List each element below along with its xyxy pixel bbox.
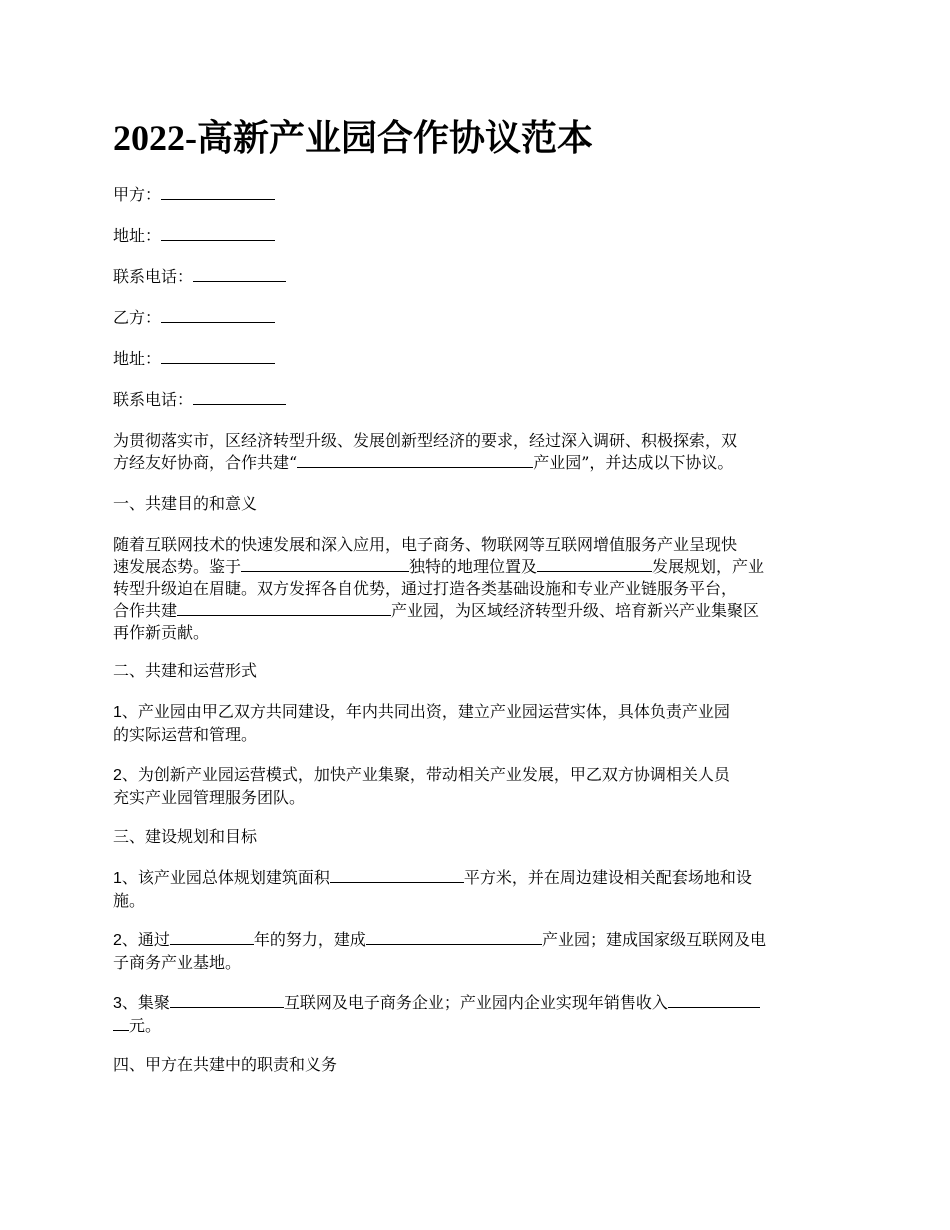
party-a-label: 甲方： [113, 185, 162, 204]
park-name-blank-2 [177, 600, 391, 616]
intro-line-1: 为贯彻落实市，区经济转型升级、发展创新型经济的要求，经过深入调研、积极探索，双 [113, 431, 738, 450]
section-3-item-1: 1、该产业园总体规划建筑面积 平方米，并在周边建设相关配套场地和设 施。 [113, 868, 752, 910]
section-2-heading: 二、共建和运营形式 [113, 661, 258, 680]
party-b-phone-blank [193, 389, 286, 405]
plan-blank [537, 556, 652, 572]
party-a-address-label: 地址： [113, 226, 162, 245]
party-a-phone-blank [193, 266, 286, 282]
section-3-item-2: 2、通过 年的努力，建成 产业园；建成国家级互联网及电 子商务产业基地。 [113, 930, 766, 972]
party-b-line [113, 307, 275, 329]
party-a-line [113, 184, 275, 206]
party-a-phone-line [113, 266, 286, 288]
section-3-heading: 三、建设规划和目标 [113, 827, 258, 846]
party-a-blank [161, 184, 275, 200]
document-title: 2022-高新产业园合作协议范本 [113, 118, 593, 158]
party-b-address-line [113, 348, 275, 370]
section-2-item-1: 1、产业园由甲乙双方共同建设，年内共同出资，建立产业园运营实体，具体负责产业园 的实际运营和管理。 [113, 702, 730, 744]
section-4-heading: 四、甲方在共建中的职责和义务 [113, 1055, 338, 1074]
enterprise-count-blank [170, 992, 284, 1008]
section-1-paragraph: 随着互联网技术的快速发展和深入应用，电子商务、物联网等互联网增值服务产业呈现快 速发展态势。鉴于 独特的地理位置及 发展规划，产业 转型升级迫在眉睫。双方发挥各自优势，通过打造各类基础设施和专业产业链服务平台， 合作共建 产业园，为区域经济转型升级、培育新兴产业集聚区 再作新贡献。 [113, 535, 765, 642]
park-name-blank [297, 452, 533, 468]
party-b-phone-label: 联系电话： [113, 390, 194, 409]
years-blank [170, 929, 254, 945]
area-blank [330, 867, 464, 883]
park-name-blank-3 [366, 929, 542, 945]
party-a-address-line [113, 225, 275, 247]
party-b-label: 乙方： [113, 308, 162, 327]
party-b-address-blank [161, 348, 275, 364]
party-a-address-blank [161, 225, 275, 241]
party-a-phone-label: 联系电话： [113, 267, 194, 286]
intro-paragraph [113, 430, 840, 474]
party-b-blank [161, 307, 275, 323]
location-blank [241, 556, 409, 572]
section-2-item-2: 2、为创新产业园运营模式，加快产业集聚，带动相关产业发展，甲乙双方协调相关人员 充实产业园管理服务团队。 [113, 765, 730, 807]
party-b-address-label: 地址： [113, 349, 162, 368]
section-3-item-3: 3、集聚 互联网及电子商务企业；产业园内企业实现年销售收入 元。 [113, 992, 840, 1037]
party-b-phone-line [113, 389, 286, 411]
revenue-blank [668, 992, 760, 1008]
section-1-heading: 一、共建目的和意义 [113, 494, 258, 513]
revenue-blank-cont [113, 1015, 129, 1031]
intro-line-2: 方经友好协商，合作共建“ 产业园”，并达成以下协议。 [113, 453, 734, 472]
